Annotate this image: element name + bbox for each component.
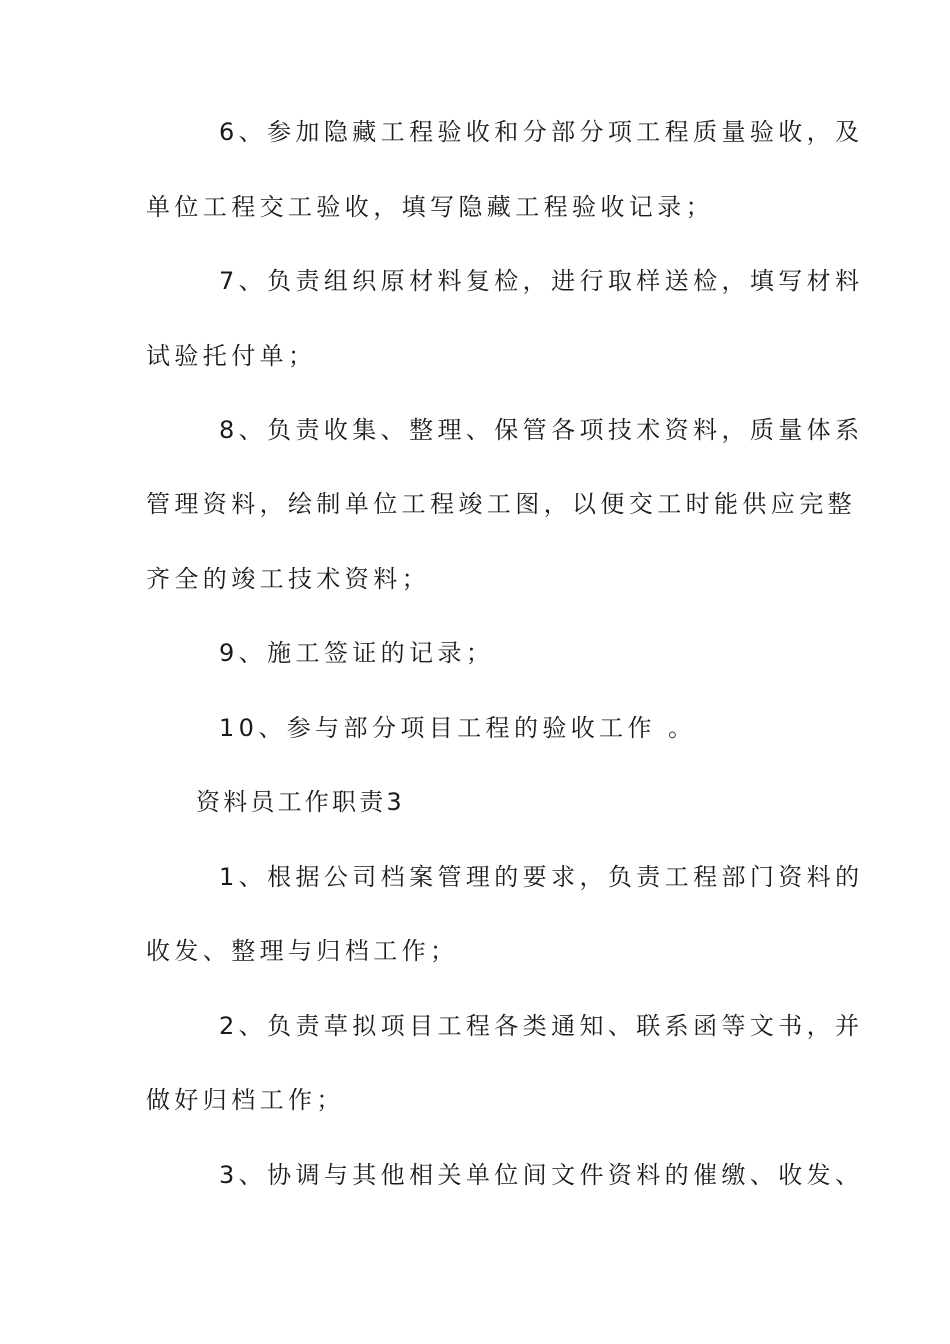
text-line-11: 收发、整理与归档工作； (146, 937, 459, 965)
text-line-5: 8、负责收集、整理、保管各项技术资料，质量体系 (219, 416, 864, 444)
section-heading: 资料员工作职责3 (196, 788, 405, 816)
text-line-13: 做好归档工作； (146, 1086, 345, 1114)
text-line-8: 9、施工签证的记录； (219, 639, 495, 667)
text-line-14: 3、协调与其他相关单位间文件资料的催缴、收发、 (219, 1161, 864, 1189)
text-line-4: 试验托付单； (146, 342, 317, 370)
text-line-6: 管理资料，绘制单位工程竣工图，以便交工时能供应完整 (146, 490, 856, 518)
text-line-9: 10、参与部分项目工程的验收工作 。 (219, 714, 697, 742)
text-line-1: 6、参加隐藏工程验收和分部分项工程质量验收，及 (219, 118, 864, 146)
text-line-2: 单位工程交工验收，填写隐藏工程验收记录； (146, 193, 714, 221)
text-line-12: 2、负责草拟项目工程各类通知、联系函等文书，并 (219, 1012, 864, 1040)
text-line-3: 7、负责组织原材料复检，进行取样送检，填写材料 (219, 267, 864, 295)
text-line-7: 齐全的竣工技术资料； (146, 565, 430, 593)
text-line-10: 1、根据公司档案管理的要求，负责工程部门资料的 (219, 863, 864, 891)
